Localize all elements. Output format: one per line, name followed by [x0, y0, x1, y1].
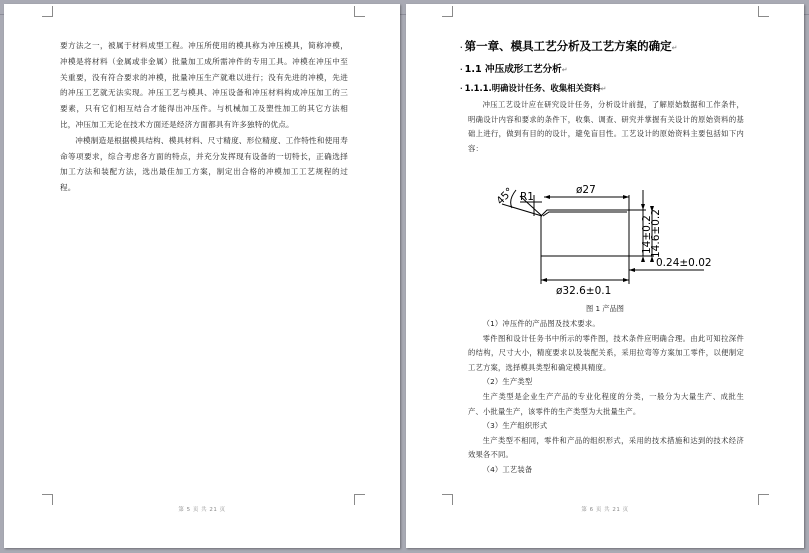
margin-mark	[758, 6, 769, 17]
document-page-5[interactable]	[4, 4, 400, 548]
subsection-heading	[460, 82, 606, 94]
thickness-dimension: 0.24±0.02	[656, 257, 712, 269]
list-item-text: 生产类型是企业生产产品的专业化程度的分类，一般分为大量生产、成批生产、小批量生产，该零件的生产类型为大批量生产。	[468, 391, 744, 416]
angle-dimension: 45°	[494, 185, 516, 208]
margin-mark	[354, 6, 365, 17]
bullet-icon: ·	[460, 85, 463, 93]
list-item-text: 生产类型不相同，零件和产品的组织形式，采用的技术措施和达到的技术经济效果各不同。	[468, 435, 744, 460]
page-footer: 第 6 页 共 21 页	[581, 507, 629, 513]
paragraph-mark-icon: ↵	[561, 66, 568, 74]
requirements-list	[468, 317, 744, 478]
figure-caption: 图 1 产品图	[586, 304, 624, 313]
margin-mark	[758, 494, 769, 505]
paragraph-mark-icon: ↵	[600, 85, 607, 93]
bullet-icon: ·	[460, 66, 463, 74]
chapter-title: 第一章、模具工艺分析及工艺方案的确定	[464, 39, 672, 53]
list-item-text: 零件图和设计任务书中所示的零件图，技术条件应明确合理。由此可知拉深件的结构，尺寸大小，精度要求以及装配关系，采用拉弯等方案加工零件，以便制定工艺方案，选择模具类型和确定模具精度。	[468, 333, 744, 372]
page-footer: 第 5 页 共 21 页	[178, 507, 226, 513]
paragraph-mark-icon: ↵	[671, 44, 678, 52]
paragraph: 冲压工艺设计应在研究设计任务，分析设计前提，了解原始数据和工作条件，明确设计内容和要求的条件下，收集、调查、研究并掌握有关设计的原始资料的基础上进行，做到有目的的设计，避免盲目性。工艺设计的原始资料主要包括如下内容：	[468, 100, 744, 153]
product-drawing	[494, 176, 724, 304]
margin-mark	[442, 6, 453, 17]
total-height-dimension: 14±0.2	[641, 215, 653, 254]
list-item-heading: （3）生产组织形式	[482, 421, 548, 431]
top-diameter-dimension: ø27	[576, 184, 596, 196]
margin-mark	[42, 6, 53, 17]
inner-height-dimension: 14.6±0.2	[650, 209, 662, 258]
margin-mark	[42, 494, 53, 505]
intro-paragraph	[468, 98, 744, 156]
list-item-heading: （2）生产类型	[482, 377, 533, 387]
document-page-6[interactable]	[406, 4, 804, 548]
section-heading	[460, 61, 568, 75]
list-item-heading: （1）冲压件的产品图及技术要求。	[482, 319, 600, 328]
left-page-body	[60, 38, 348, 196]
chapter-heading	[460, 38, 678, 54]
bottom-diameter-dimension: ø32.6±0.1	[556, 285, 612, 297]
bullet-icon: ·	[460, 44, 463, 52]
radius-dimension: R1	[520, 191, 534, 203]
section-title: 1.1 冲压成形工艺分析	[464, 64, 562, 75]
paragraph: 冲模制造是根据模具结构、模具材料、尺寸精度、形位精度、工作特性和使用寿命等项要求，综合考虑各方面的特点，并充分发挥现有设备的一切特长，正确选择加工方法和装配方法，选出最佳加工方案，制定出合格的冲模加工工艺规程的过程。	[60, 135, 348, 193]
margin-mark	[354, 494, 365, 505]
subsection-title: 1.1.1.明确设计任务、收集相关资料	[464, 83, 601, 93]
paragraph: 要方法之一，被属于材料成型工程。冲压所使用的模具称为冲压模具，简称冲模，冲模是将材料（金属或非金属）批量加工成所需冲件的专用工具。冲模在冲压中至关重要，没有符合要求的冲模，批量冲压生产就难以进行；没有先进的冲模，先进的冲压工艺就无法实现。冲压工艺与模具、冲压设备和冲压材料构成冲压加工的三要素，只有它们相互结合才能得出冲压件。与机械加工及塑性加工的其它方法相比，冲压加工无论在技术方面还是经济方面都具有许多独特的优点。	[60, 41, 348, 129]
list-item-heading: （4）工艺装备	[482, 464, 533, 474]
margin-mark	[442, 494, 453, 505]
